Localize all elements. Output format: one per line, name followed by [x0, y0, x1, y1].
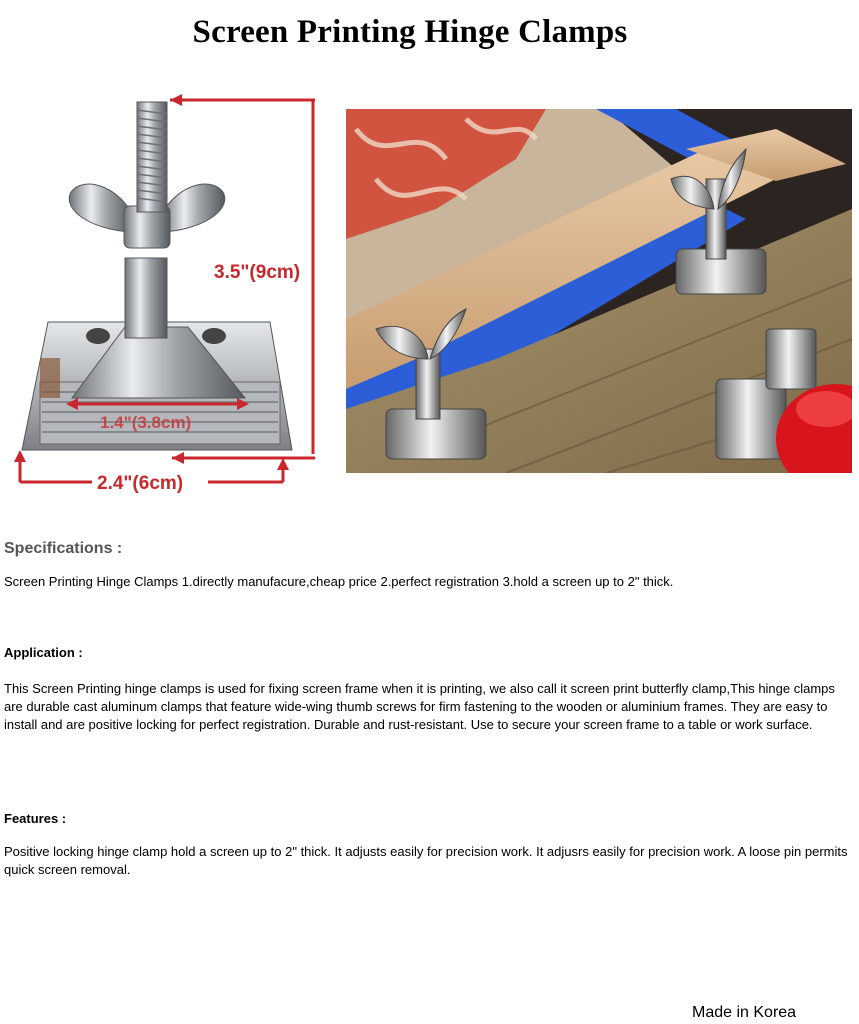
page-title: Screen Printing Hinge Clamps — [192, 14, 628, 50]
application-heading: Application : — [4, 645, 83, 660]
origin-label: Made in Korea — [692, 1004, 797, 1021]
product-photo — [346, 109, 852, 473]
specifications-text: Screen Printing Hinge Clamps 1.directly manufacure,cheap price 2.perfect registration 3.hold a screen up to 2" thick. — [4, 574, 674, 589]
inner-width-dimension-label: 1.4"(3.8cm) — [100, 413, 192, 432]
clamp-dimension-diagram — [0, 82, 340, 512]
threaded-screw — [137, 102, 167, 212]
features-heading: Features : — [4, 811, 67, 826]
specifications-heading: Specifications : — [4, 540, 123, 557]
height-dimension-label: 3.5"(9cm) — [214, 262, 301, 283]
base-width-dimension-label: 2.4"(6cm) — [97, 473, 184, 494]
features-text: Positive locking hinge clamp hold a screen up to 2" thick. It adjusts easily for precision work. It adjusrs easily for precision work. A loose pin permits quick screen removal. — [4, 844, 848, 877]
application-text: This Screen Printing hinge clamps is used for fixing screen frame when it is printing, we also call it screen print butterfly clamp,This hinge clamps are durable cast aluminum clamps that feature wide-wing thumb screws for firm fastening to the wooden or aluminium frames. They are easy to install and are positive locking for perfect registration. Durable and rust-resistant. Use to secure your screen frame to a table or work surface. — [4, 681, 835, 732]
